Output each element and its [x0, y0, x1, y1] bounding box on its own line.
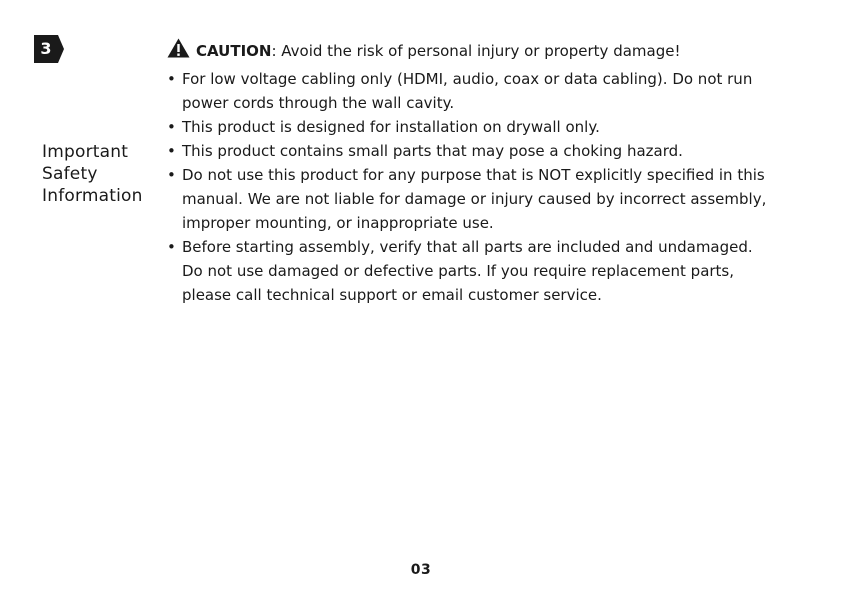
bullet-line: Do not use damaged or defective parts. If you require replacement parts, — [182, 262, 735, 280]
bullet-icon: • — [167, 142, 176, 160]
list-item — [167, 139, 807, 163]
bullet-line: Do not use this product for any purpose that is NOT explicitly specified in this — [182, 166, 765, 184]
bullet-line: improper mounting, or inappropriate use. — [182, 214, 494, 232]
bullet-icon: • — [167, 118, 176, 136]
bullet-line: For low voltage cabling only (HDMI, audio, coax or data cabling). Do not run — [182, 70, 753, 88]
list-item — [167, 67, 807, 115]
bullet-icon: • — [167, 70, 176, 88]
bullet-line: power cords through the wall cavity. — [182, 94, 455, 112]
bullet-line: manual. We are not liable for damage or injury caused by incorrect assembly, — [182, 190, 767, 208]
caution-label: CAUTION — [196, 42, 272, 60]
section-title-line: Safety — [42, 164, 98, 184]
step-badge — [34, 35, 64, 63]
section-title-line: Information — [42, 186, 143, 206]
bullet-icon: • — [167, 166, 176, 184]
section-title — [42, 141, 162, 207]
bullet-line: This product contains small parts that may pose a choking hazard. — [182, 142, 683, 160]
list-item — [167, 115, 807, 139]
caution-heading — [167, 38, 680, 66]
bullet-line: Before starting assembly, verify that all parts are included and undamaged. — [182, 238, 753, 256]
warning-triangle-icon — [167, 38, 190, 66]
bullet-line: please call technical support or email customer service. — [182, 286, 602, 304]
page-number: 03 — [410, 562, 432, 578]
bullet-icon: • — [167, 238, 176, 256]
list-item — [167, 235, 807, 307]
list-item — [167, 163, 807, 235]
step-number: 3 — [40, 39, 52, 58]
bullet-line: This product is designed for installation on drywall only. — [182, 118, 600, 136]
caution-text: : Avoid the risk of personal injury or property damage! — [271, 42, 681, 60]
safety-bullet-list — [167, 67, 807, 307]
section-title-line: Important — [42, 142, 129, 162]
